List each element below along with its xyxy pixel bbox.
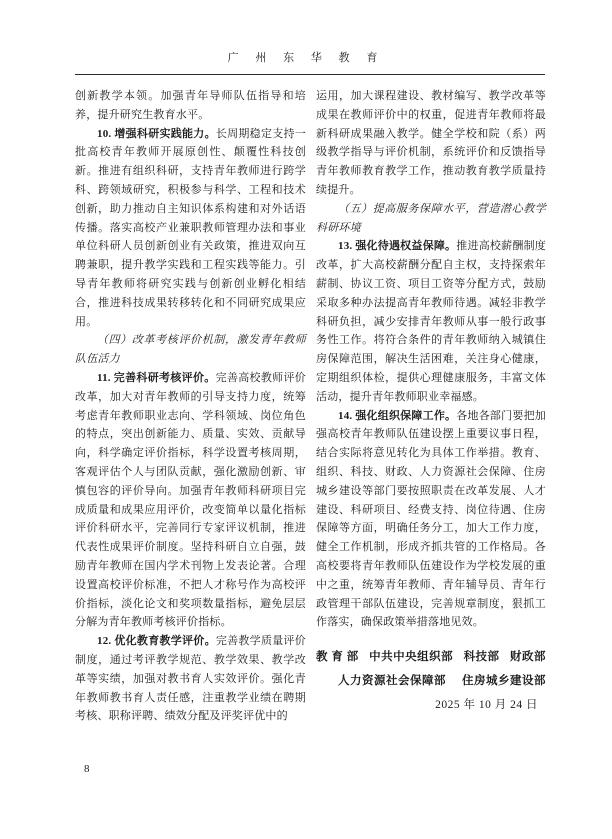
paragraph-continuation: 运用，加大课程建设、教材编写、教学改革等成果在教师评价中的权重，促进青年教师将最新科研成果融入教学。健全学校和院（系）两级教学指导与评价机制，系统评价和反馈指导青年教师教育教学工作，推动教育教学质量持续提升。: [316, 90, 546, 196]
journal-title: 广 州 东 华 教 育: [227, 52, 385, 64]
signatory-agencies-line1: [316, 645, 546, 669]
agency-ministry-of-science: 科技部: [463, 651, 500, 664]
agency-ministry-of-finance: 财政部: [509, 651, 546, 664]
paragraph-item-11: [75, 369, 306, 632]
header-divider: [75, 74, 545, 75]
item-14-lead: 14. 强化组织保障工作。: [338, 409, 457, 422]
paragraph-continuation: 创新教学本领。加强青年导师队伍指导和培养，提升研究生教育水平。: [75, 90, 306, 121]
agency-housing-construction: 住房城乡建设部: [462, 675, 546, 688]
paragraph-item-12: [75, 632, 306, 726]
right-column: [316, 87, 546, 717]
item-12-lead: 12. 优化教育教学评价。: [97, 635, 216, 648]
paragraph-item-10: [75, 125, 306, 332]
issue-date: 2025 年 10 月 24 日: [435, 699, 538, 712]
item-13-body: 推进高校薪酬制度改革，扩大高校薪酬分配自主权，支持探索年薪制、协议工资、项目工资等分配方式，鼓励采取多种办法提高青年教师待遇。减轻非教学科研负担，减少安排青年教师从事一般行政事务性工作。将符合条件的青年教师纳入城镇住房保障范围，解决生活困难，关注身心健康，定期组织体检，提供心理健康服务，丰富文体活动，提升青年教师职业幸福感。: [316, 240, 546, 403]
item-10-body: 长周期稳定支持一批高校青年教师开展原创性、颠覆性科技创新。推进有组织科研，支持青年教师进行跨学科、跨领域研究，积极参与科学、工程和技术创新，助力推动自主知识体系构建和对外话语传播。落实高校产业兼职教师管理办法和事业单位科研人员创新创业有关政策，推进双向互聘兼职，提升教学实践和工程实践等能力。引导青年教师将研究实践与创新创业孵化相结合，推进科技成果转移转化和不同研究成果应用。: [75, 127, 306, 328]
agency-human-resources: 人力资源社会保障部: [338, 675, 446, 688]
item-10-lead: 10. 增强科研实践能力。: [97, 127, 216, 140]
signature-block: [316, 645, 546, 717]
section-heading-5: （五）提高服务保障水平，营造潜心教学科研环境: [316, 202, 546, 234]
paragraph-item-14: [316, 407, 546, 633]
item-14-body: 各地各部门要把加强高校青年教师队伍建设摆上重要议事日程，结合实际将意见转化为具体工作举措。教育、组织、科技、财政、人力资源社会保障、住房城乡建设等部门要按照职责在改革发展、人才建设、科研项目、经费支持、岗位待遇、住房保障等方面，明确任务分工，加大工作力度，健全工作机制，形成齐抓共管的工作格局。各高校要将青年教师队伍建设作为学校发展的重中之重，统筹青年教师、青年辅导员、青年行政管理干部队伍建设，完善规章制度，狠抓工作落实，确保政策举措落地见效。: [316, 409, 546, 629]
item-12-body: 完善教学质量评价制度，通过考评教学规范、教学效果、教学改革等实绩，加强对教书育人实效评价。强化青年教师教书育人责任感，注重教学业绩在聘期考核、职称评聘、绩效分配及评奖评优中的: [75, 635, 306, 723]
signatory-agencies-line2: [316, 669, 546, 693]
page-number: 8: [84, 763, 90, 775]
item-11-body: 完善高校教师评价改革，加大对青年教师的引导支持力度，统筹考虑青年教师职业志向、学科领域、岗位角色的特点，突出创新能力、质量、实效、贡献导向，科学确定评价指标，科学设置考核周期，客观评估个人与团队贡献，强化激励创新、审慎包容的评价导向。加强青年教师科研项目完成质量和成果应用评价，改变简单以量化指标评价科研水平，完善同行专家评议机制，推进代表性成果评价制度。坚持科研自立自强，鼓励青年教师在国内学术刊物上发表论著。合理设置高校评价标准，不把人才称号作为高校评价指标，淡化论文和奖项数量指标，避免层层分解为青年教师考核评价指标。: [75, 371, 306, 629]
section-heading-4: （四）改革考核评价机制，激发青年教师队伍活力: [75, 334, 306, 366]
left-column: [75, 87, 306, 726]
item-13-lead: 13. 强化待遇权益保障。: [338, 240, 457, 253]
item-11-lead: 11. 完善科研考核评价。: [97, 371, 216, 384]
agency-ministry-of-education: 教 育 部: [316, 651, 359, 664]
agency-central-organization-dept: 中共中央组织部: [369, 651, 454, 664]
paragraph-item-13: [316, 237, 546, 406]
